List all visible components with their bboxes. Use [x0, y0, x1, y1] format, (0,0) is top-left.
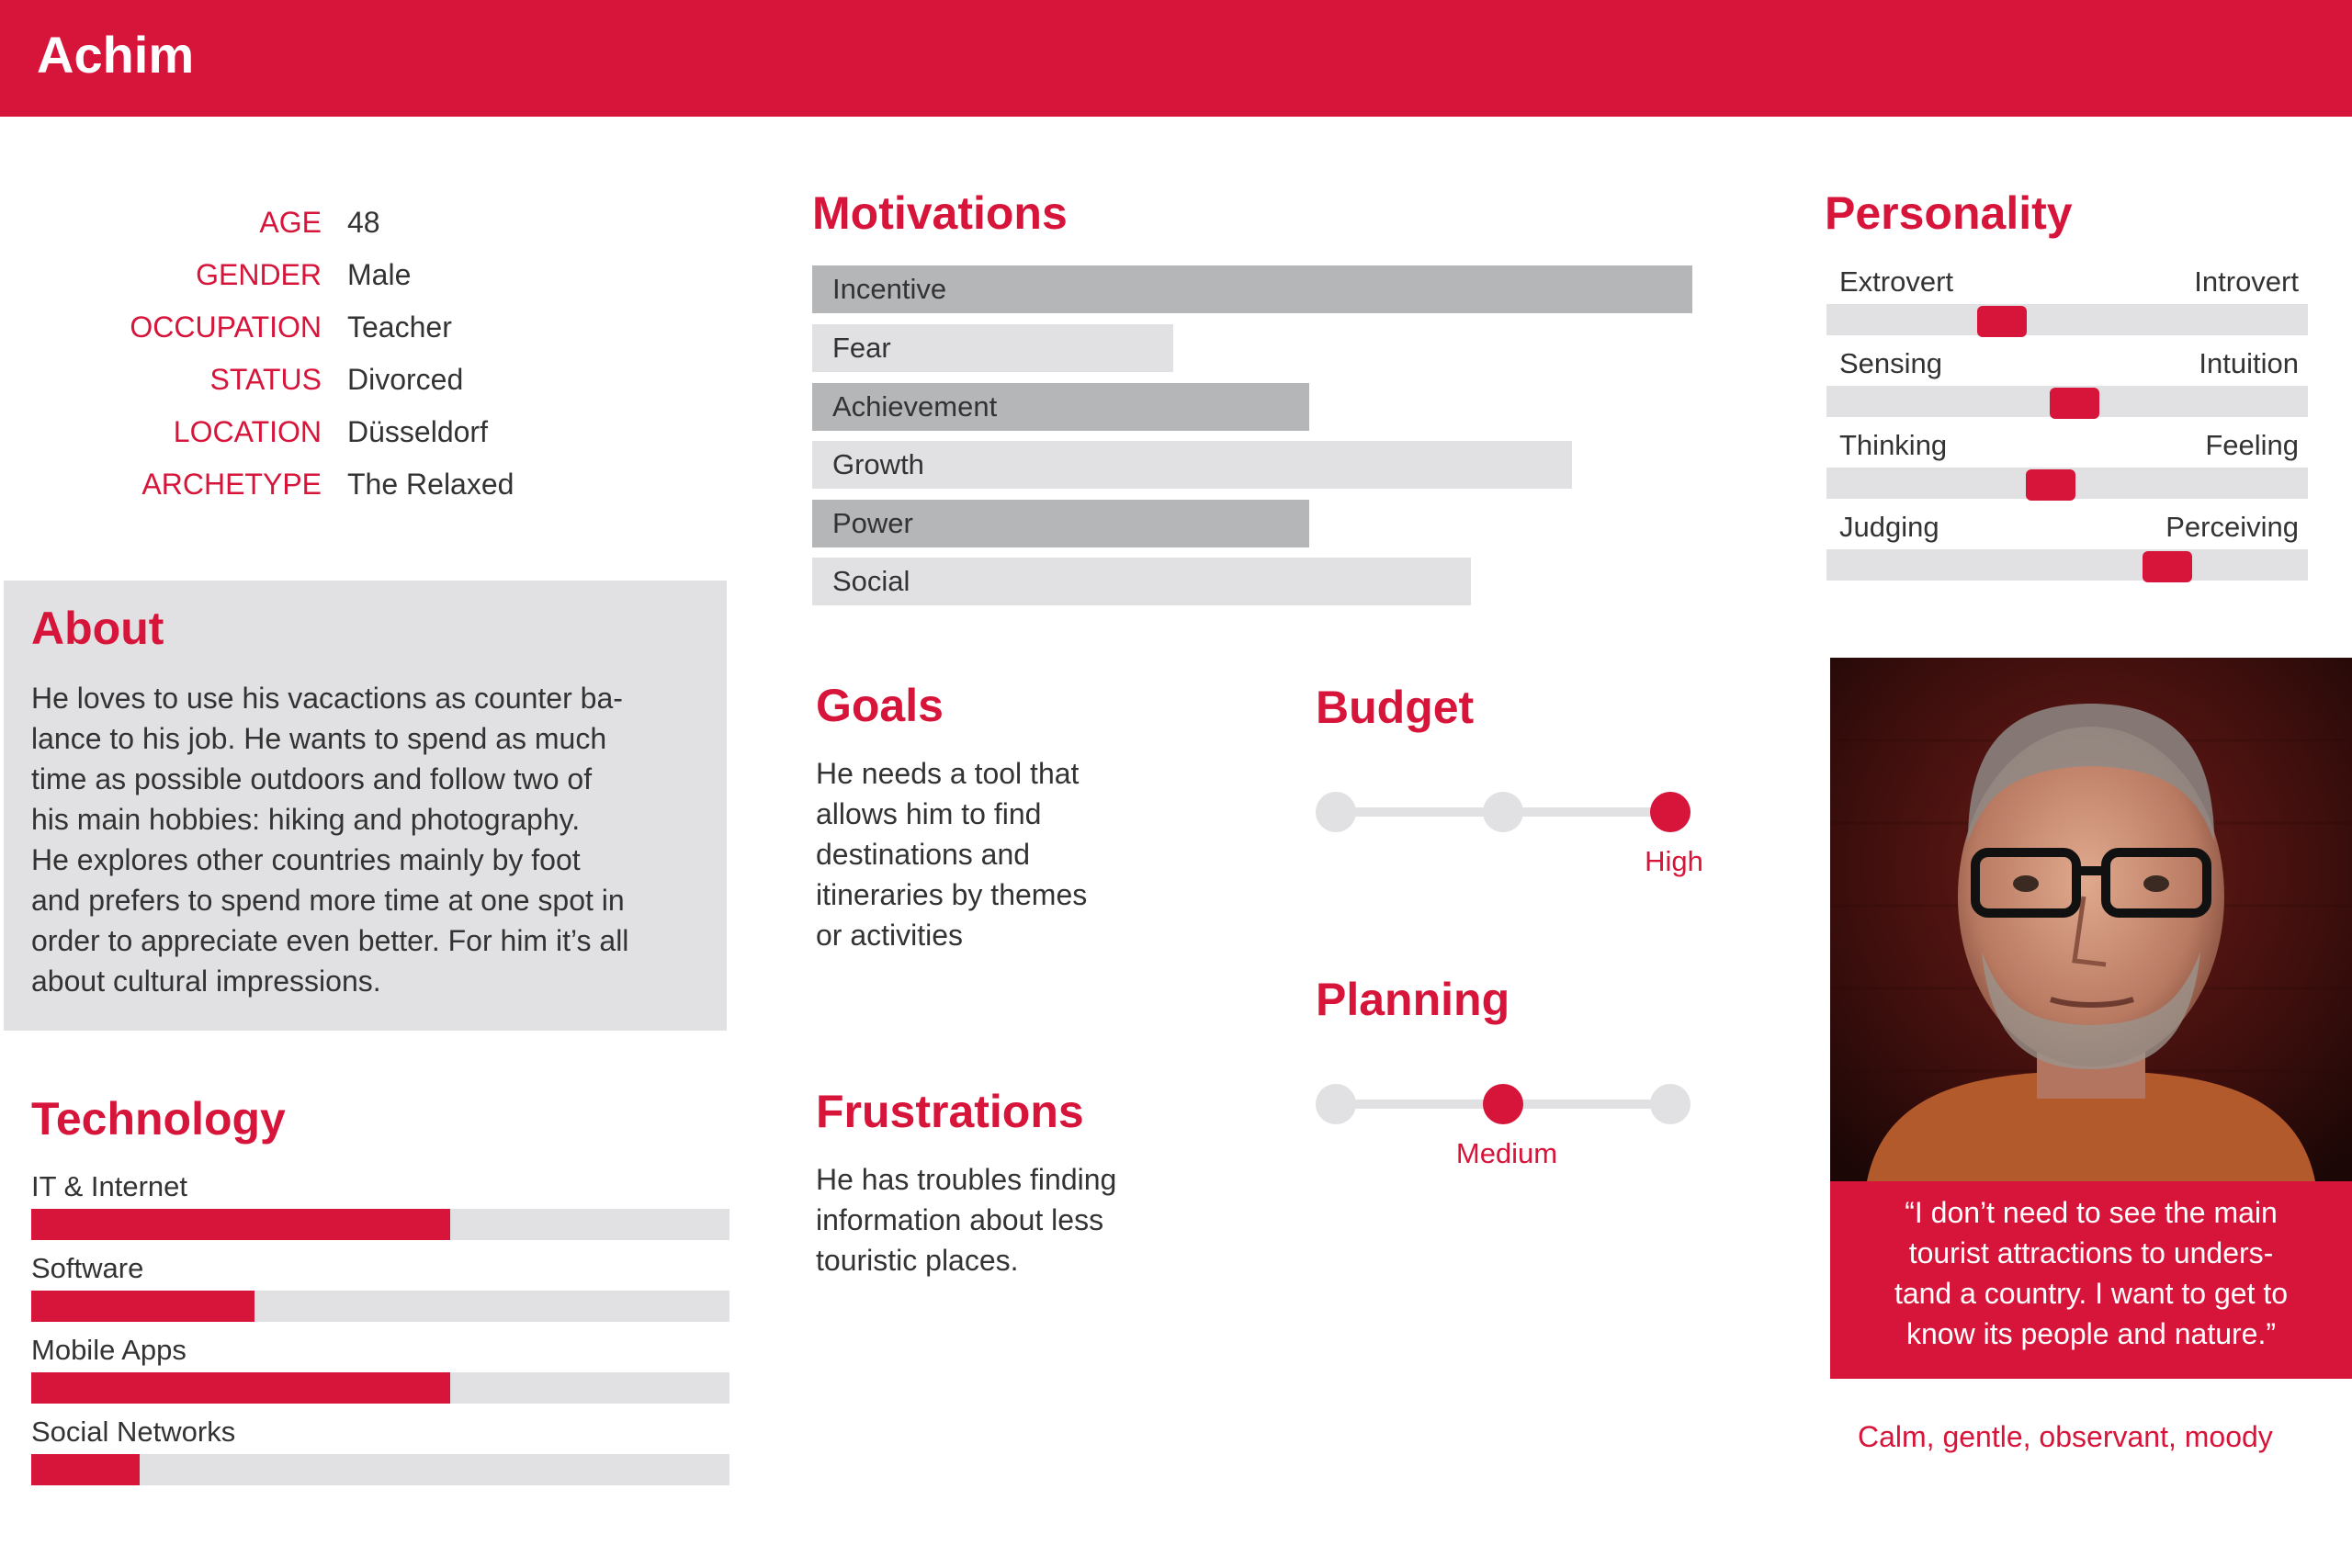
planning-dot-low [1316, 1084, 1356, 1124]
frustrations-text [816, 1159, 1202, 1280]
goals-line: He needs a tool that [816, 757, 1080, 790]
personality-slider-knob [2143, 551, 2192, 582]
profile-value: Male [347, 258, 412, 291]
personality-right-label: Perceiving [2165, 511, 2299, 543]
profile-value: Düsseldorf [347, 415, 488, 448]
motivation-label: Incentive [832, 273, 947, 305]
frustrations-line: He has troubles finding [816, 1163, 1117, 1196]
personality-track [1826, 549, 2308, 581]
budget-caption: High [1645, 845, 1703, 877]
motivation-label: Achievement [832, 390, 998, 423]
quote-line: “I don’t need to see the main [1905, 1196, 2278, 1229]
about-title: About [31, 603, 164, 654]
tech-fill [31, 1454, 140, 1485]
personality-slider-knob [2050, 388, 2099, 419]
technology-title: Technology [31, 1093, 286, 1145]
personality-slider-knob [2026, 469, 2075, 501]
tech-item-social-networks [31, 1414, 729, 1496]
goals-text [816, 753, 1202, 955]
profile-label: GENDER [196, 258, 322, 291]
profile-label: OCCUPATION [130, 310, 322, 344]
frustrations-line: information about less [816, 1203, 1104, 1236]
quote-line: tourist attractions to unders- [1908, 1236, 2274, 1269]
persona-name: Achim [37, 26, 195, 84]
quote-line: tand a country. I want to get to [1894, 1277, 2289, 1310]
goals-title: Goals [816, 680, 944, 731]
about-line: He explores other countries mainly by foot [31, 843, 581, 876]
tech-track [31, 1209, 729, 1240]
quote-box [1830, 1181, 2352, 1379]
profile-row-archetype [0, 461, 698, 507]
personality-right-label: Introvert [2194, 265, 2299, 298]
tech-fill [31, 1372, 450, 1404]
profile-value: 48 [347, 206, 380, 239]
planning-dot-high [1650, 1084, 1690, 1124]
goals-line: or activities [816, 919, 964, 952]
personality-left-label: Judging [1839, 511, 1939, 543]
goals-line: itineraries by themes [816, 878, 1088, 911]
profile-value: The Relaxed [347, 468, 514, 501]
tech-track [31, 1372, 729, 1404]
budget-title: Budget [1316, 682, 1475, 733]
motivation-bar-incentive [812, 265, 1692, 313]
motivations-title: Motivations [812, 187, 1068, 239]
tech-item-mobile-apps [31, 1332, 729, 1415]
personality-track [1826, 304, 2308, 335]
personality-row-judging-perceiving [1826, 509, 2308, 592]
tech-track [31, 1454, 729, 1485]
planning-caption: Medium [1455, 1137, 1558, 1169]
profile-details [0, 199, 698, 512]
about-line: He loves to use his vacactions as counter ba- [31, 682, 623, 715]
planning-scale [1316, 1080, 1702, 1190]
tech-track [31, 1291, 729, 1322]
profile-row-location [0, 409, 698, 455]
tech-label: IT & Internet [31, 1170, 188, 1202]
profile-label: LOCATION [173, 415, 322, 448]
motivation-bar-achievement [812, 383, 1309, 431]
profile-value: Divorced [347, 363, 464, 396]
tech-item-software [31, 1250, 729, 1333]
portrait-image [1830, 658, 2352, 1181]
profile-row-gender [0, 252, 698, 298]
budget-scale [1316, 788, 1702, 898]
tech-fill [31, 1291, 254, 1322]
planning-title: Planning [1316, 974, 1510, 1025]
tech-label: Social Networks [31, 1416, 236, 1448]
personality-slider-knob [1977, 306, 2027, 337]
profile-label: STATUS [209, 363, 322, 396]
frustrations-title: Frustrations [816, 1086, 1084, 1137]
personality-right-label: Feeling [2205, 429, 2299, 461]
about-line: order to appreciate even better. For him it’s all [31, 924, 629, 957]
profile-row-occupation [0, 304, 698, 350]
tech-fill [31, 1209, 450, 1240]
about-text [31, 678, 711, 1001]
personality-row-extrovert-introvert [1826, 264, 2308, 346]
about-line: about cultural impressions. [31, 964, 381, 998]
budget-dot-high [1650, 792, 1690, 832]
frustrations-line: touristic places. [816, 1244, 1019, 1277]
motivation-bar-growth [812, 441, 1572, 489]
motivation-label: Power [832, 507, 913, 539]
personality-title: Personality [1825, 187, 2073, 239]
personality-row-sensing-intuition [1826, 345, 2308, 428]
motivation-label: Fear [832, 332, 891, 364]
profile-row-status [0, 356, 698, 402]
personality-track [1826, 468, 2308, 499]
about-line: and prefers to spend more time at one spot in [31, 884, 625, 917]
motivation-label: Growth [832, 448, 924, 480]
personality-left-label: Thinking [1839, 429, 1948, 461]
personality-left-label: Sensing [1839, 347, 1943, 379]
about-line: lance to his job. He wants to spend as much [31, 722, 607, 755]
planning-dot-medium [1483, 1084, 1523, 1124]
profile-label: ARCHETYPE [141, 468, 322, 501]
tech-label: Mobile Apps [31, 1334, 187, 1366]
motivation-bar-power [812, 500, 1309, 547]
goals-line: allows him to find [816, 797, 1042, 830]
personality-track [1826, 386, 2308, 417]
budget-dot-medium [1483, 792, 1523, 832]
motivation-bar-fear [812, 324, 1173, 372]
persona-photo [1830, 658, 2352, 1181]
profile-label: AGE [259, 206, 322, 239]
tech-item-it-internet [31, 1168, 729, 1251]
motivation-label: Social [832, 565, 910, 597]
header-bar [0, 0, 2352, 117]
personality-traits: Calm, gentle, observant, moody [1858, 1420, 2273, 1453]
personality-right-label: Intuition [2199, 347, 2299, 379]
profile-row-age [0, 199, 698, 245]
about-panel [4, 581, 727, 1031]
goals-line: destinations and [816, 838, 1031, 871]
about-line: his main hobbies: hiking and photography. [31, 803, 581, 836]
budget-dot-low [1316, 792, 1356, 832]
profile-value: Teacher [347, 310, 452, 344]
quote-line: know its people and nature.” [1905, 1317, 2277, 1350]
tech-label: Software [31, 1252, 144, 1284]
personality-row-thinking-feeling [1826, 427, 2308, 510]
about-line: time as possible outdoors and follow two of [31, 762, 593, 795]
motivation-bar-social [812, 558, 1471, 605]
quote-text [1849, 1192, 2334, 1354]
personality-left-label: Extrovert [1839, 265, 1954, 298]
